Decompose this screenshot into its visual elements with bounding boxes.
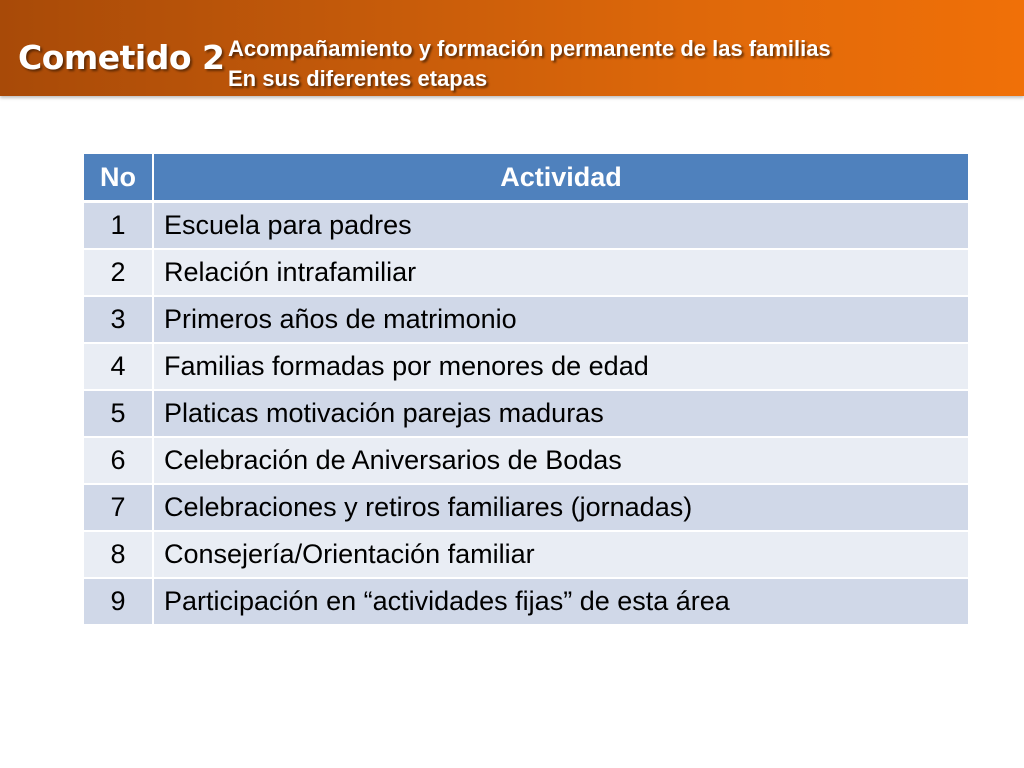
header-bar [0, 0, 1024, 96]
row-activity: Platicas motivación parejas maduras [153, 390, 969, 437]
slide-subtitle [228, 34, 831, 94]
row-activity: Familias formadas por menores de edad [153, 343, 969, 390]
table-row [83, 390, 969, 437]
row-activity: Celebración de Aniversarios de Bodas [153, 437, 969, 484]
subtitle-line-2: En sus diferentes etapas [228, 66, 488, 91]
table-row [83, 484, 969, 531]
column-header-activity: Actividad [153, 153, 969, 202]
activities-table [82, 152, 970, 626]
table-row [83, 202, 969, 250]
column-header-no: No [83, 153, 153, 202]
row-number: 4 [83, 343, 153, 390]
row-number: 1 [83, 202, 153, 250]
row-number: 2 [83, 249, 153, 296]
row-number: 9 [83, 578, 153, 625]
table-row [83, 578, 969, 625]
row-number: 8 [83, 531, 153, 578]
row-activity: Relación intrafamiliar [153, 249, 969, 296]
row-number: 3 [83, 296, 153, 343]
table-row [83, 531, 969, 578]
row-number: 6 [83, 437, 153, 484]
row-activity: Primeros años de matrimonio [153, 296, 969, 343]
row-activity: Celebraciones y retiros familiares (jornadas) [153, 484, 969, 531]
table-row [83, 249, 969, 296]
table-header-row [83, 153, 969, 202]
table-row [83, 296, 969, 343]
row-activity: Consejería/Orientación familiar [153, 531, 969, 578]
table-row [83, 343, 969, 390]
row-activity: Escuela para padres [153, 202, 969, 250]
table-row [83, 437, 969, 484]
slide-title: Cometido 2 [18, 38, 225, 77]
row-activity: Participación en “actividades fijas” de esta área [153, 578, 969, 625]
row-number: 7 [83, 484, 153, 531]
row-number: 5 [83, 390, 153, 437]
subtitle-line-1: Acompañamiento y formación permanente de las familias [228, 36, 831, 61]
